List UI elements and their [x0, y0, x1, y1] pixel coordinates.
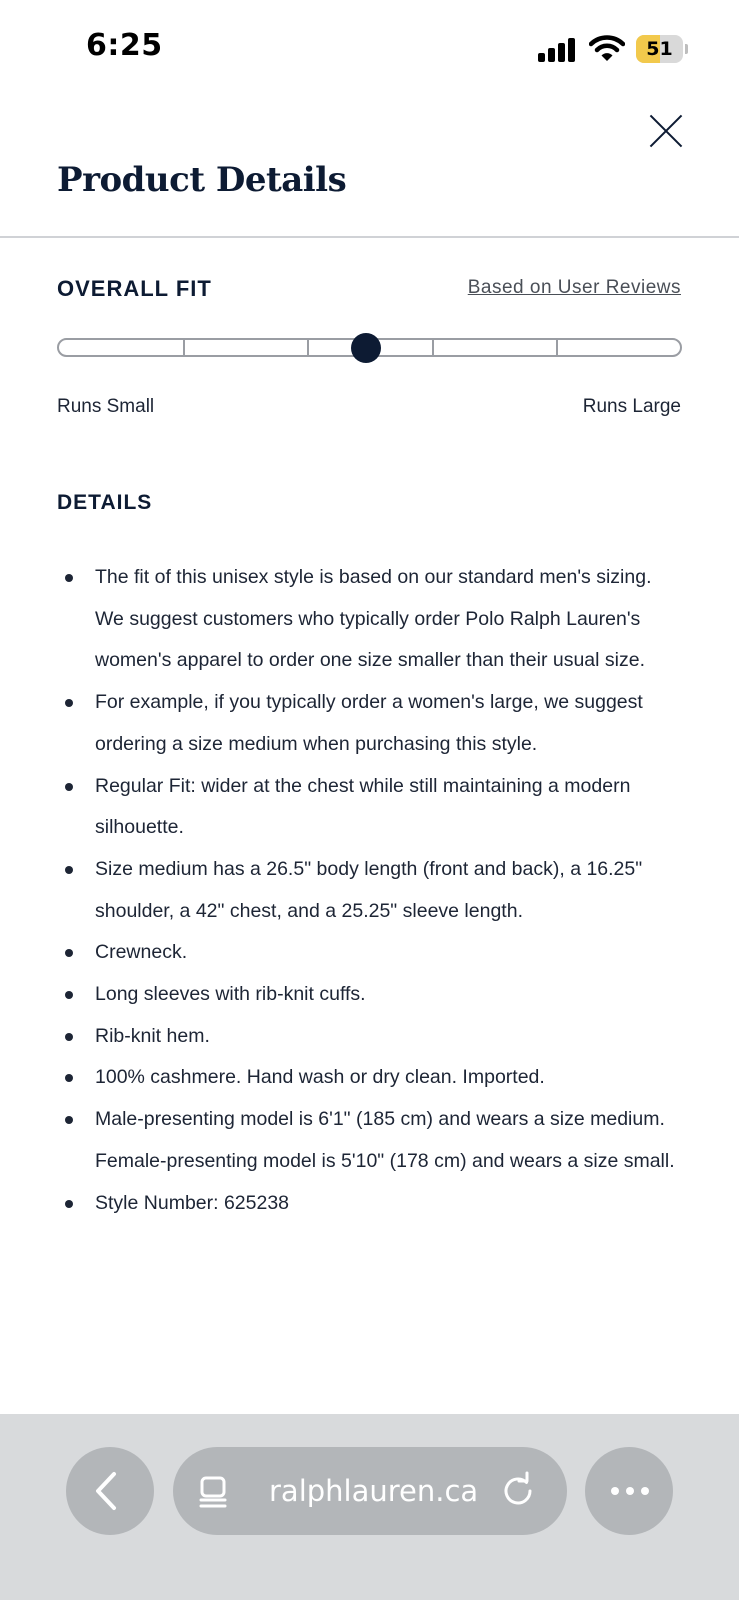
details-item — [57, 1016, 682, 1058]
bullet-icon — [65, 1074, 73, 1082]
details-item-text: Male-presenting model is 6'1" (185 cm) and wears a size medium. Female-presenting model is 5'10" (178 cm) and wears a size small. — [95, 1108, 675, 1172]
details-item-text: For example, if you typically order a women's large, we suggest ordering a size medium when purchasing this style. — [95, 691, 643, 755]
details-item-text: Regular Fit: wider at the chest while still maintaining a modern silhouette. — [95, 774, 631, 839]
bullet-icon — [65, 783, 73, 791]
bullet-icon — [65, 866, 73, 874]
fit-scale-tick — [556, 340, 558, 355]
based-on-user-reviews-link[interactable]: Based on User Reviews — [467, 277, 681, 298]
address-bar[interactable] — [173, 1447, 567, 1535]
details-item-text: Crewneck. — [95, 941, 188, 964]
fit-scale-tick — [307, 340, 309, 355]
details-item-text: Rib-knit hem. — [95, 1024, 210, 1047]
wifi-icon — [589, 34, 625, 62]
details-item-text: Size medium has a 26.5" body length (front and back), a 16.25" shoulder, a 42" chest, and a 25.25" sleeve length. — [95, 857, 643, 922]
details-item-text: Style Number: 625238 — [95, 1191, 290, 1214]
bullet-icon — [65, 574, 73, 582]
fit-max-label: Runs Large — [582, 396, 681, 417]
fit-scale — [57, 338, 682, 357]
details-item — [57, 974, 682, 1016]
details-heading: DETAILS — [57, 491, 153, 514]
battery-icon — [636, 35, 688, 63]
more-icon — [611, 1487, 649, 1495]
details-item — [57, 849, 682, 932]
details-item — [57, 557, 682, 682]
bullet-icon — [65, 1033, 73, 1041]
bullet-icon — [65, 949, 73, 957]
back-icon — [66, 1447, 154, 1535]
fit-min-label: Runs Small — [57, 396, 155, 417]
browser-toolbar — [0, 1414, 739, 1600]
details-item — [57, 1183, 682, 1225]
details-item-text: The fit of this unisex style is based on our standard men's sizing. We suggest customers who typically order Polo Ralph Lauren's women's apparel to order one size smaller than their usual size. — [95, 566, 652, 672]
url-text: ralphlauren.ca — [269, 1474, 479, 1508]
header-divider — [0, 236, 739, 238]
fit-indicator — [351, 333, 381, 363]
details-list — [57, 557, 682, 1224]
status-bar — [0, 0, 739, 100]
details-item — [57, 682, 682, 765]
overall-fit-heading: OVERALL FIT — [57, 276, 212, 301]
battery-level: 51 — [646, 38, 673, 60]
bullet-icon — [65, 1116, 73, 1124]
status-time: 6:25 — [86, 28, 163, 63]
back-button[interactable] — [66, 1447, 154, 1535]
signal-icon — [538, 36, 578, 62]
details-item — [57, 1057, 682, 1099]
bullet-icon — [65, 991, 73, 999]
bullet-icon — [65, 699, 73, 707]
tabs-icon[interactable] — [193, 1471, 233, 1511]
fit-scale-tick — [432, 340, 434, 355]
details-item — [57, 932, 682, 974]
details-item — [57, 766, 682, 849]
details-item-text: Long sleeves with rib-knit cuffs. — [95, 983, 366, 1006]
page-title: Product Details — [57, 160, 347, 200]
details-item — [57, 1099, 682, 1182]
bullet-icon — [65, 1200, 73, 1208]
fit-scale-tick — [183, 340, 185, 355]
close-icon[interactable] — [648, 113, 684, 149]
reload-icon[interactable] — [498, 1471, 538, 1511]
more-button[interactable] — [585, 1447, 673, 1535]
details-item-text: 100% cashmere. Hand wash or dry clean. Imported. — [95, 1066, 545, 1089]
